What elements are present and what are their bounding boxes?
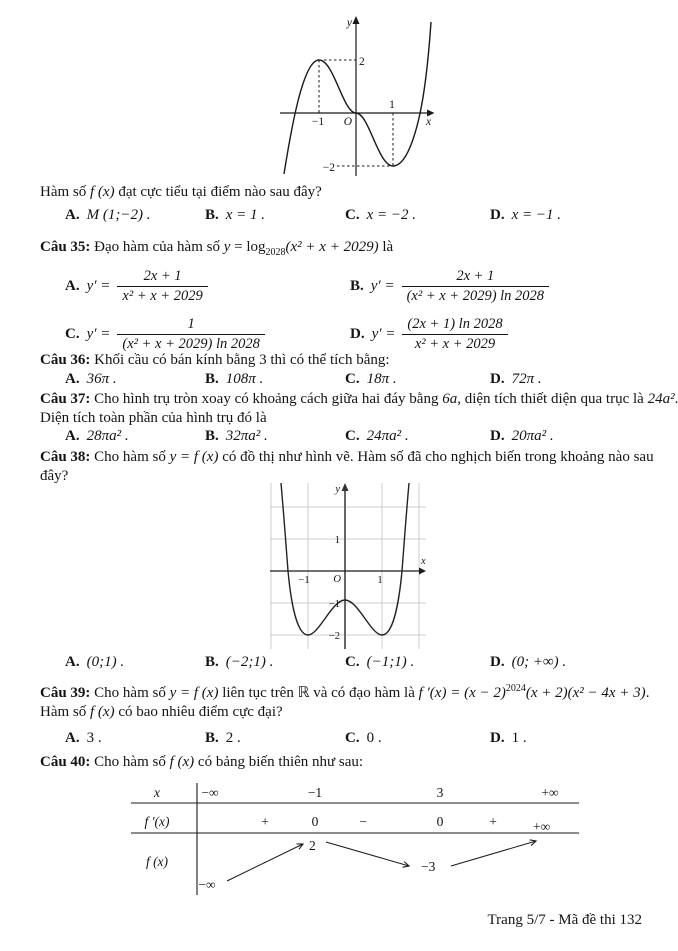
q39-label: Câu 39: bbox=[40, 685, 91, 701]
tick-y-minus2: −2 bbox=[322, 162, 335, 174]
q40-label: Câu 40: bbox=[40, 754, 91, 770]
tick-y-2: 2 bbox=[359, 56, 365, 68]
q39-option-d: D. 1 . bbox=[490, 730, 527, 746]
q37-option-b: B. 32πa² . bbox=[205, 428, 268, 444]
q35-stem-text: Đạo hàm của hàm số bbox=[94, 239, 220, 255]
q39-option-a: A. 3 . bbox=[65, 730, 102, 746]
q35-formula-log: = log bbox=[230, 239, 266, 255]
cubic-curve bbox=[284, 22, 431, 174]
q37-option-d: D. 20πa² . bbox=[490, 428, 554, 444]
q40-stem: Câu 40: Cho hàm số f (x) có bảng biến thiên như sau: bbox=[40, 754, 364, 770]
q38-option-b: B. (−2;1) . bbox=[205, 654, 274, 670]
q35-formula-y: y bbox=[223, 239, 231, 255]
x-value-minus1: −1 bbox=[307, 785, 323, 800]
q36-option-c: C. 18π . bbox=[345, 371, 397, 387]
q39-exponent: 2024 bbox=[505, 683, 526, 694]
variation-arrows bbox=[227, 841, 536, 881]
real-numbers-symbol: ℝ bbox=[297, 685, 310, 701]
q34-stem bbox=[40, 183, 642, 202]
q39-option-c: C. 0 . bbox=[345, 730, 382, 746]
y-axis-label: y bbox=[346, 17, 352, 29]
q35-option-d: D. y′ = $\frac{(2x + 1) \ln 2028}{\text{x² + x + 2029}}$ bbox=[350, 316, 652, 351]
fraction: $\frac{(2x + 1) \ln 2028}{\text{x² + x + 2029}}$ bbox=[402, 316, 507, 351]
y-axis-label: y bbox=[335, 484, 340, 495]
origin-label: O bbox=[343, 116, 352, 128]
f-value-max-2: 2 bbox=[309, 838, 316, 853]
q38-stem-line2: đây? bbox=[40, 468, 69, 484]
x-axis-label: x bbox=[421, 556, 426, 567]
axes bbox=[280, 16, 435, 176]
q34-options bbox=[40, 207, 652, 224]
fraction: $\frac{2x + 1}{\text{x² + x + 2029}}$ bbox=[117, 268, 207, 303]
q35-option-c: C. y′ = $\frac{1}{\text{(x² + x + 2029) ln 2028}}$ bbox=[65, 316, 350, 351]
q37-option-a: A. 28πa² . bbox=[65, 428, 129, 444]
tick-y-minus1: −1 bbox=[328, 599, 340, 610]
q35-log-base: 2028 bbox=[265, 247, 286, 258]
q37-stem-line2: Diện tích toàn phần của hình trụ đó là bbox=[40, 410, 267, 426]
sign-plus-1: + bbox=[261, 814, 269, 829]
quartic-graph-figure bbox=[270, 479, 428, 651]
q37-label: Câu 37: bbox=[40, 391, 91, 407]
q36-option-a: A. 36π . bbox=[65, 371, 117, 387]
q36-option-b: B. 108π . bbox=[205, 371, 264, 387]
sign-zero-2: 0 bbox=[436, 814, 444, 829]
f-value-pos-inf: +∞ bbox=[533, 819, 551, 834]
q39-stem-line1: Câu 39: Cho hàm số y = f (x) liên tục trên ℝ và có đạo hàm là f $'(x) = (x - 2)^{2024}(x + 2)(x^2 - 4x + 3)$. bbox=[40, 683, 650, 701]
q34-stem-post: đạt cực tiểu tại điểm nào sau đây? bbox=[118, 184, 322, 200]
sign-minus: − bbox=[359, 814, 367, 829]
q35-option-b: B. y′ = $\frac{2x + 1}{\text{(x² + x + 2029) ln 2028}}$ bbox=[350, 268, 652, 303]
q35-suffix: là bbox=[382, 239, 394, 255]
q35-stem bbox=[40, 238, 642, 262]
q34-stem-pre: Hàm số bbox=[40, 184, 87, 200]
q36-label: Câu 36: bbox=[40, 352, 91, 368]
row-fprime-label: f ′(x) bbox=[144, 814, 170, 829]
q35-log-arg: (x² + x + 2029) bbox=[285, 239, 379, 255]
q39-stem-line2: Hàm số f (x) có bao nhiêu điểm cực đại? bbox=[40, 704, 283, 720]
q38-options bbox=[40, 654, 652, 671]
row-f-label: f (x) bbox=[145, 854, 169, 869]
q36-stem bbox=[40, 351, 642, 370]
cubic-graph-figure bbox=[278, 14, 434, 180]
q34-option-d: D. x = −1 . bbox=[490, 207, 561, 223]
x-axis-label: x bbox=[426, 116, 432, 128]
row-x-label: x bbox=[154, 785, 160, 800]
sign-plus-2: + bbox=[489, 814, 497, 829]
origin-label: O bbox=[333, 574, 341, 585]
q38-stem-line1: Câu 38: Cho hàm số y = f (x) có đồ thị như hình vẽ. Hàm số đã cho nghịch biến trong khoảng nào sau bbox=[40, 449, 654, 465]
q39-option-b: B. 2 . bbox=[205, 730, 241, 746]
q34-stem-math: f (x) bbox=[90, 184, 115, 200]
q35-option-a: A. y′ = $\frac{2x + 1}{\text{x² + x + 2029}}$ bbox=[65, 268, 350, 303]
q38-option-d: D. (0; +∞) . bbox=[490, 654, 567, 670]
q39-options bbox=[40, 730, 652, 747]
variation-table bbox=[95, 781, 585, 899]
q36-stem-text: Khối cầu có bán kính bằng 3 thì có thể tích bằng: bbox=[94, 352, 390, 368]
q36-option-d: D. 72π . bbox=[490, 371, 542, 387]
f-value-min-minus3: −3 bbox=[421, 859, 436, 874]
page-footer bbox=[40, 912, 642, 929]
q35-label: Câu 35: bbox=[40, 239, 91, 255]
q38-option-c: C. (−1;1) . bbox=[345, 654, 415, 670]
q34-option-c: C. x = −2 . bbox=[345, 207, 416, 223]
q38-label: Câu 38: bbox=[40, 449, 91, 465]
f-value-neg-inf: −∞ bbox=[198, 877, 216, 892]
q38-option-a: A. (0;1) . bbox=[65, 654, 125, 670]
tick-x-1: 1 bbox=[377, 575, 383, 586]
tick-x-minus1: −1 bbox=[311, 116, 325, 128]
q37-option-c: C. 24πa² . bbox=[345, 428, 409, 444]
tick-y-minus2: −2 bbox=[328, 631, 340, 642]
q37-options bbox=[40, 428, 652, 445]
fraction: $\frac{1}{\text{(x² + x + 2029) ln 2028}}$ bbox=[117, 316, 264, 351]
q36-options bbox=[40, 371, 652, 388]
x-value-pos-inf: +∞ bbox=[541, 785, 559, 800]
q34-option-a: A. M (1;−2) . bbox=[65, 207, 151, 223]
q35-options-row1 bbox=[40, 263, 652, 309]
q37-stem-line1: Câu 37: Cho hình trụ tròn xoay có khoảng cách giữa hai đáy bằng 6a, diện tích thiết diện qua trục là 24a². bbox=[40, 391, 678, 407]
sign-zero-1: 0 bbox=[311, 814, 319, 829]
x-value-3: 3 bbox=[436, 785, 444, 800]
q34-option-b: B. x = 1 . bbox=[205, 207, 266, 223]
footer-text: Trang 5/7 - Mã đề thi 132 bbox=[487, 912, 642, 928]
tick-x-minus1: −1 bbox=[298, 575, 310, 586]
fraction: $\frac{2x + 1}{\text{(x² + x + 2029) ln 2028}}$ bbox=[402, 268, 549, 303]
tick-x-1: 1 bbox=[389, 99, 395, 111]
tick-y-1: 1 bbox=[334, 535, 340, 546]
x-value-neg-inf: −∞ bbox=[201, 785, 219, 800]
